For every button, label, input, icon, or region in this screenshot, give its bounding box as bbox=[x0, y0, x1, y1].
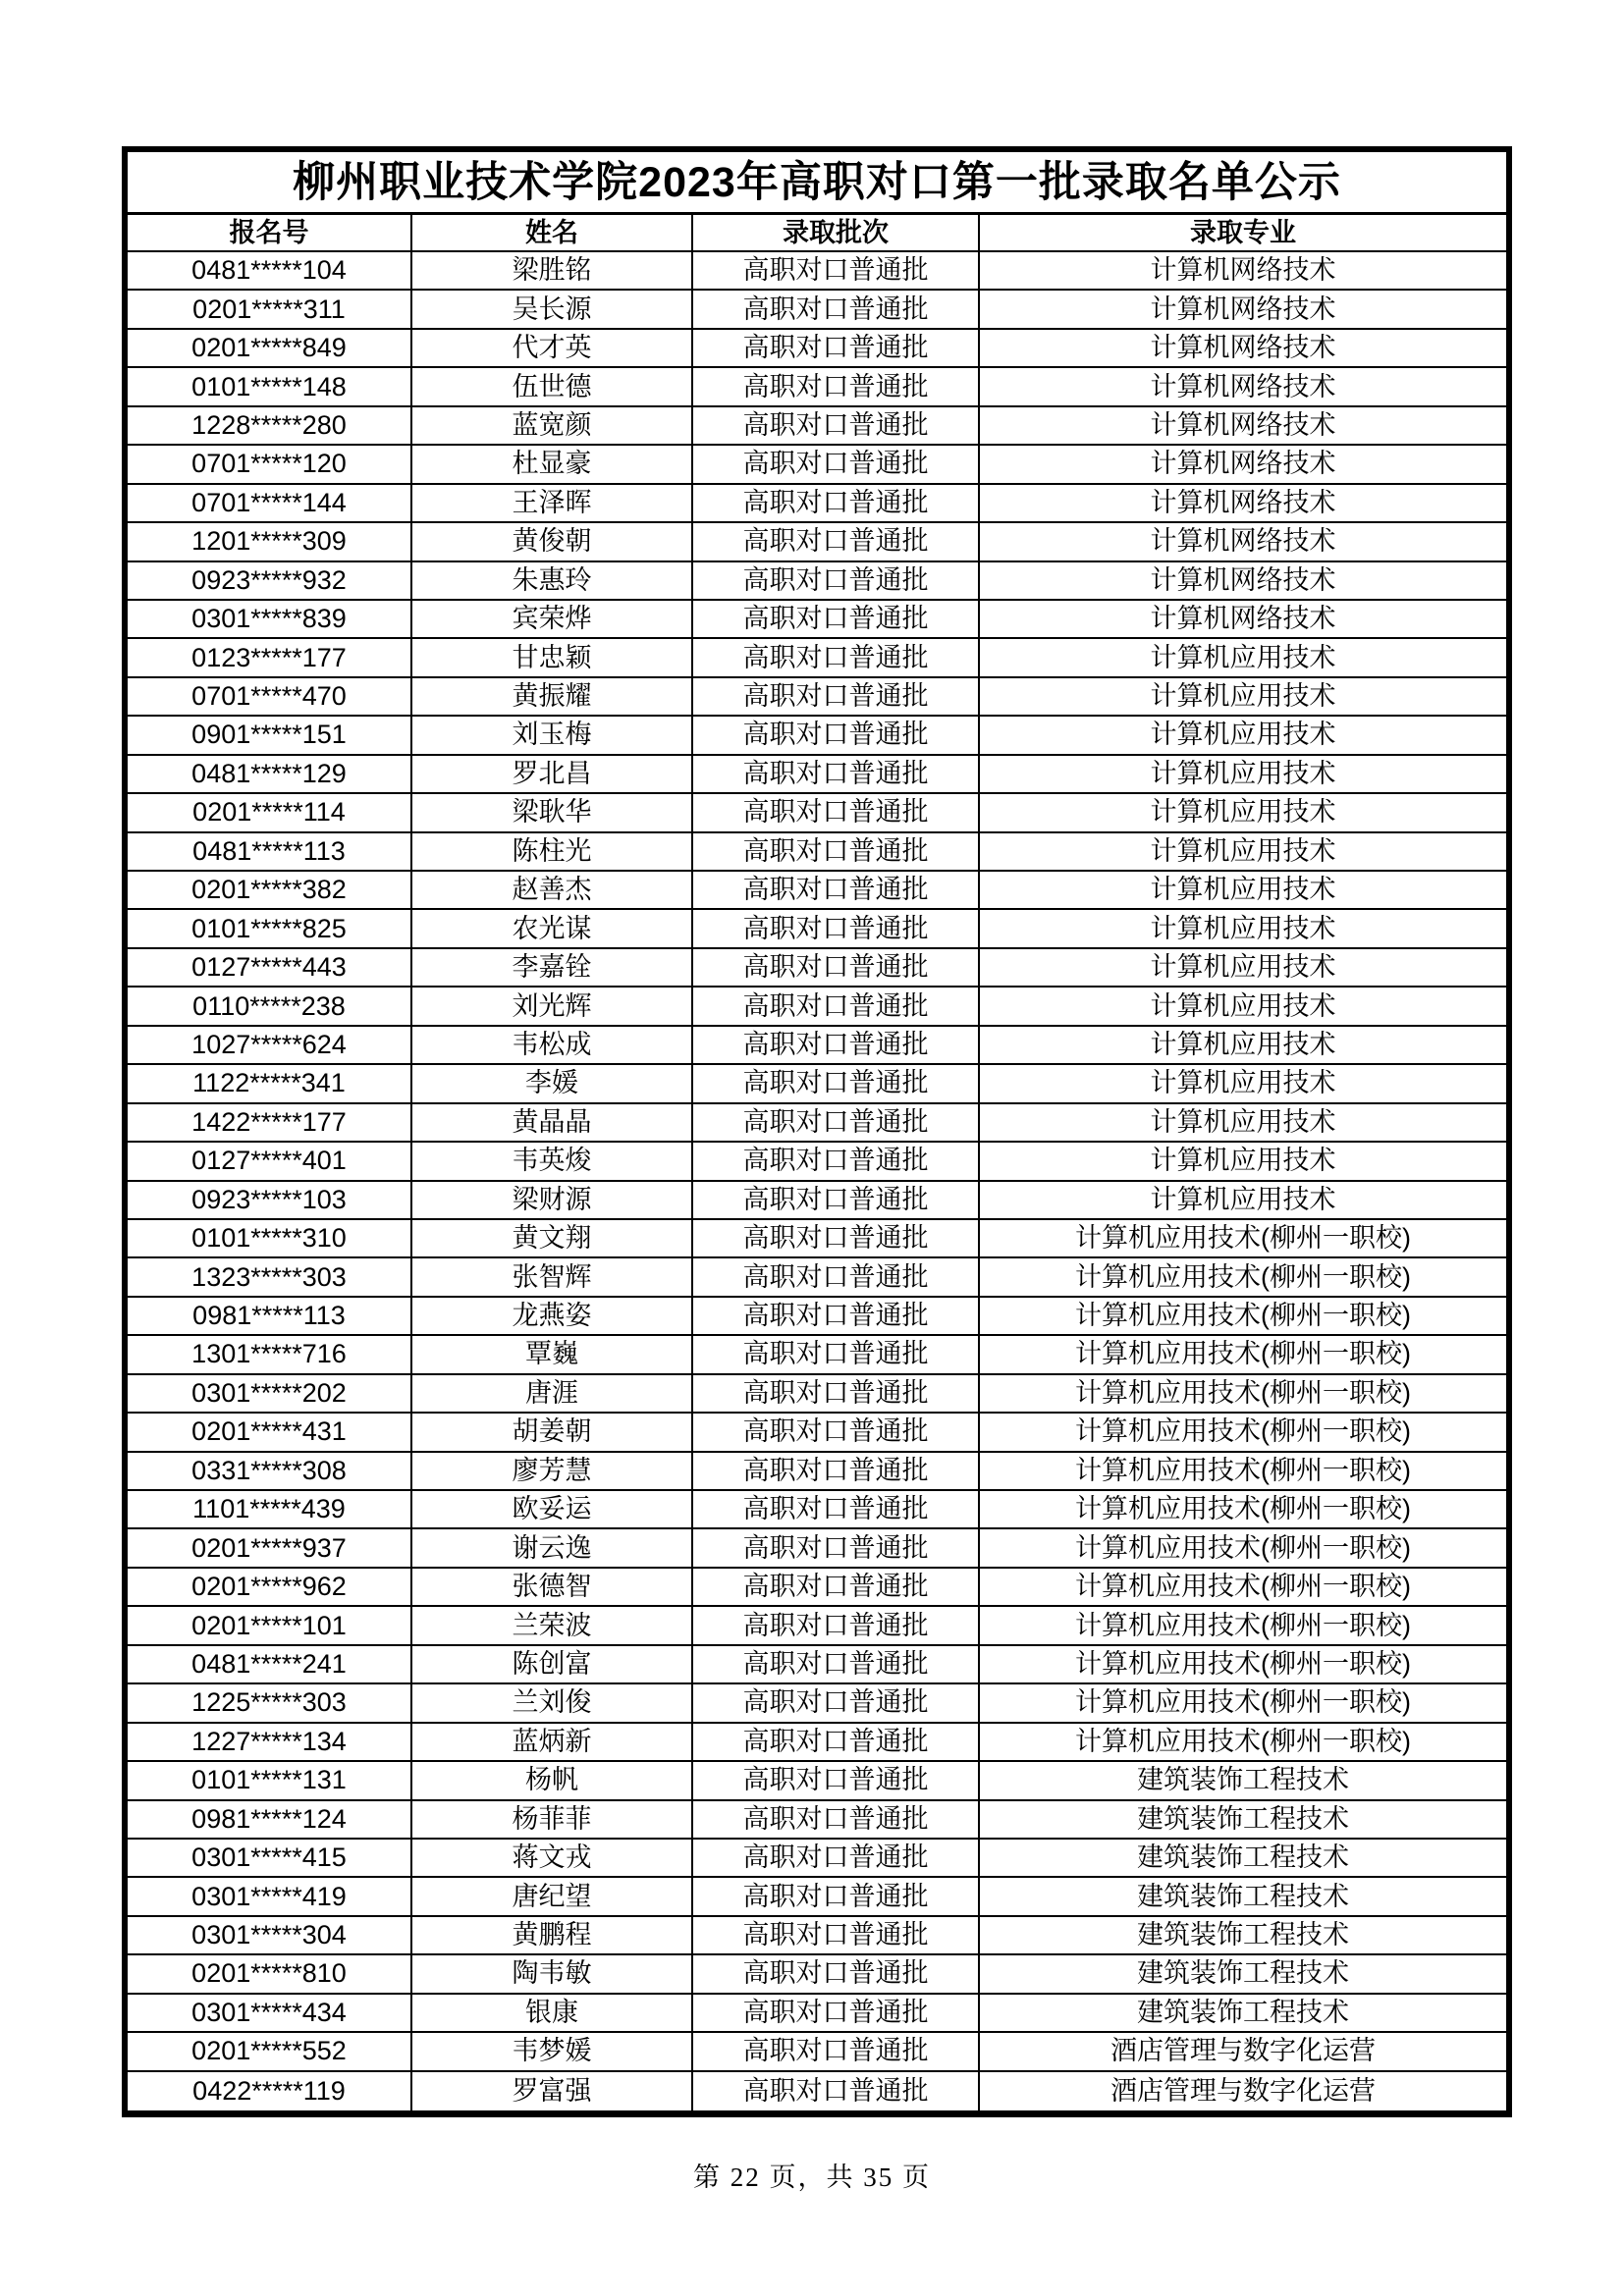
name-cell: 黄晶晶 bbox=[412, 1104, 693, 1141]
batch-cell: 高职对口普通批 bbox=[693, 678, 980, 715]
major-cell: 计算机网络技术 bbox=[1150, 526, 1336, 557]
reg-no-cell: 1227*****134 bbox=[128, 1724, 412, 1760]
batch-cell: 高职对口普通批 bbox=[693, 1840, 980, 1876]
table-row bbox=[128, 1258, 1506, 1297]
batch-cell: 高职对口普通批 bbox=[693, 1336, 980, 1372]
table-row bbox=[128, 1375, 1506, 1414]
reg-no-cell: 1101*****439 bbox=[128, 1491, 412, 1527]
batch-cell: 高职对口普通批 bbox=[693, 562, 980, 599]
name-cell: 张智辉 bbox=[412, 1258, 693, 1295]
table-row bbox=[128, 1065, 1506, 1103]
batch-cell: 高职对口普通批 bbox=[693, 1684, 980, 1721]
batch-cell: 高职对口普通批 bbox=[693, 794, 980, 830]
name-cell: 张德智 bbox=[412, 1569, 693, 1605]
reg-no-cell: 0701*****120 bbox=[128, 446, 412, 482]
name-cell: 赵善杰 bbox=[412, 872, 693, 908]
name-cell: 廖芳慧 bbox=[412, 1453, 693, 1489]
batch-cell: 高职对口普通批 bbox=[693, 1529, 980, 1566]
batch-cell: 高职对口普通批 bbox=[693, 1453, 980, 1489]
name-cell: 刘玉梅 bbox=[412, 717, 693, 753]
batch-cell: 高职对口普通批 bbox=[693, 1995, 980, 2031]
major-cell: 计算机应用技术(柳州一职校) bbox=[1075, 1532, 1411, 1563]
major-cell: 计算机应用技术 bbox=[1150, 835, 1336, 866]
header-reg-no: 报名号 bbox=[128, 215, 412, 250]
reg-no-cell: 0201*****382 bbox=[128, 872, 412, 908]
table-row bbox=[128, 2033, 1506, 2071]
name-cell: 刘光辉 bbox=[412, 988, 693, 1024]
table-row bbox=[128, 794, 1506, 832]
table-row bbox=[128, 523, 1506, 561]
table-body bbox=[128, 252, 1506, 2110]
reg-no-cell: 0127*****401 bbox=[128, 1143, 412, 1179]
table-row bbox=[128, 368, 1506, 406]
reg-no-cell: 0481*****129 bbox=[128, 756, 412, 792]
table-row bbox=[128, 330, 1506, 368]
table-row bbox=[128, 1917, 1506, 1955]
reg-no-cell: 0481*****241 bbox=[128, 1646, 412, 1682]
batch-cell: 高职对口普通批 bbox=[693, 1607, 980, 1643]
table-row bbox=[128, 1220, 1506, 1258]
batch-cell: 高职对口普通批 bbox=[693, 1065, 980, 1101]
admission-list-table bbox=[122, 146, 1512, 2117]
reg-no-cell: 0201*****937 bbox=[128, 1529, 412, 1566]
reg-no-cell: 0123*****177 bbox=[128, 639, 412, 675]
batch-cell: 高职对口普通批 bbox=[693, 1955, 980, 1992]
name-cell: 李媛 bbox=[412, 1065, 693, 1101]
batch-cell: 高职对口普通批 bbox=[693, 1724, 980, 1760]
batch-cell: 高职对口普通批 bbox=[693, 1646, 980, 1682]
major-cell: 计算机应用技术 bbox=[1150, 1068, 1336, 1098]
name-cell: 罗北昌 bbox=[412, 756, 693, 792]
batch-cell: 高职对口普通批 bbox=[693, 1258, 980, 1295]
reg-no-cell: 0301*****304 bbox=[128, 1917, 412, 1953]
reg-no-cell: 0701*****470 bbox=[128, 678, 412, 715]
major-cell: 计算机网络技术 bbox=[1150, 294, 1336, 324]
batch-cell: 高职对口普通批 bbox=[693, 446, 980, 482]
batch-cell: 高职对口普通批 bbox=[693, 291, 980, 327]
name-cell: 王泽晖 bbox=[412, 485, 693, 521]
name-cell: 梁财源 bbox=[412, 1182, 693, 1218]
table-row bbox=[128, 1801, 1506, 1840]
table-row bbox=[128, 717, 1506, 755]
table-row bbox=[128, 949, 1506, 988]
table-row bbox=[128, 1684, 1506, 1723]
major-cell: 计算机网络技术 bbox=[1150, 604, 1336, 634]
major-cell: 计算机应用技术(柳州一职校) bbox=[1075, 1377, 1411, 1408]
name-cell: 欧妥运 bbox=[412, 1491, 693, 1527]
reg-no-cell: 1422*****177 bbox=[128, 1104, 412, 1141]
table-row bbox=[128, 872, 1506, 910]
major-cell: 计算机应用技术(柳州一职校) bbox=[1075, 1648, 1411, 1679]
name-cell: 蓝宽颜 bbox=[412, 407, 693, 444]
reg-no-cell: 0481*****113 bbox=[128, 833, 412, 870]
major-cell: 计算机应用技术 bbox=[1150, 990, 1336, 1021]
name-cell: 杜显豪 bbox=[412, 446, 693, 482]
reg-no-cell: 0127*****443 bbox=[128, 949, 412, 986]
table-row bbox=[128, 1762, 1506, 1800]
batch-cell: 高职对口普通批 bbox=[693, 1491, 980, 1527]
table-row bbox=[128, 1646, 1506, 1684]
batch-cell: 高职对口普通批 bbox=[693, 910, 980, 946]
major-cell: 建筑装饰工程技术 bbox=[1137, 1997, 1349, 2027]
table-row bbox=[128, 1298, 1506, 1336]
table-row bbox=[128, 1336, 1506, 1374]
table-row bbox=[128, 1453, 1506, 1491]
header-name: 姓名 bbox=[412, 215, 693, 250]
table-row bbox=[128, 756, 1506, 794]
major-cell: 计算机网络技术 bbox=[1150, 255, 1336, 286]
reg-no-cell: 1225*****303 bbox=[128, 1684, 412, 1721]
name-cell: 黄俊朝 bbox=[412, 523, 693, 560]
name-cell: 罗富强 bbox=[412, 2072, 693, 2110]
name-cell: 宾荣烨 bbox=[412, 601, 693, 637]
major-cell: 建筑装饰工程技术 bbox=[1137, 1958, 1349, 1989]
major-cell: 建筑装饰工程技术 bbox=[1137, 1842, 1349, 1873]
major-cell: 计算机应用技术 bbox=[1150, 681, 1336, 712]
table-row bbox=[128, 639, 1506, 677]
table-row bbox=[128, 562, 1506, 601]
batch-cell: 高职对口普通批 bbox=[693, 639, 980, 675]
name-cell: 陈创富 bbox=[412, 1646, 693, 1682]
major-cell: 计算机应用技术 bbox=[1150, 1146, 1336, 1176]
major-cell: 计算机应用技术(柳州一职校) bbox=[1075, 1301, 1411, 1331]
reg-no-cell: 0201*****311 bbox=[128, 291, 412, 327]
major-cell: 计算机应用技术 bbox=[1150, 875, 1336, 905]
reg-no-cell: 0110*****238 bbox=[128, 988, 412, 1024]
major-cell: 建筑装饰工程技术 bbox=[1137, 1920, 1349, 1950]
name-cell: 龙燕姿 bbox=[412, 1298, 693, 1334]
name-cell: 韦梦媛 bbox=[412, 2033, 693, 2069]
table-row bbox=[128, 291, 1506, 329]
reg-no-cell: 0201*****101 bbox=[128, 1607, 412, 1643]
reg-no-cell: 1201*****309 bbox=[128, 523, 412, 560]
name-cell: 兰荣波 bbox=[412, 1607, 693, 1643]
reg-no-cell: 0201*****552 bbox=[128, 2033, 412, 2069]
table-row bbox=[128, 1104, 1506, 1143]
table-row bbox=[128, 1569, 1506, 1607]
reg-no-cell: 1228*****280 bbox=[128, 407, 412, 444]
name-cell: 韦松成 bbox=[412, 1027, 693, 1063]
reg-no-cell: 0201*****810 bbox=[128, 1955, 412, 1992]
batch-cell: 高职对口普通批 bbox=[693, 1917, 980, 1953]
name-cell: 梁耿华 bbox=[412, 794, 693, 830]
major-cell: 计算机应用技术(柳州一职校) bbox=[1075, 1687, 1411, 1718]
reg-no-cell: 0201*****431 bbox=[128, 1414, 412, 1450]
reg-no-cell: 0923*****932 bbox=[128, 562, 412, 599]
page-footer: 第 22 页，共 35 页 bbox=[693, 2163, 931, 2192]
table-row bbox=[128, 1182, 1506, 1220]
table-row bbox=[128, 407, 1506, 446]
name-cell: 蒋文戎 bbox=[412, 1840, 693, 1876]
reg-no-cell: 1301*****716 bbox=[128, 1336, 412, 1372]
major-cell: 计算机应用技术(柳州一职校) bbox=[1075, 1261, 1411, 1292]
table-row bbox=[128, 485, 1506, 523]
reg-no-cell: 0301*****434 bbox=[128, 1995, 412, 2031]
name-cell: 陈柱光 bbox=[412, 833, 693, 870]
table-row bbox=[128, 1995, 1506, 2033]
table-row bbox=[128, 910, 1506, 948]
batch-cell: 高职对口普通批 bbox=[693, 601, 980, 637]
table-row bbox=[128, 1529, 1506, 1568]
table-row bbox=[128, 1027, 1506, 1065]
table-row bbox=[128, 601, 1506, 639]
name-cell: 朱惠玲 bbox=[412, 562, 693, 599]
major-cell: 计算机网络技术 bbox=[1150, 564, 1336, 595]
table-row bbox=[128, 1414, 1506, 1452]
major-cell: 计算机应用技术(柳州一职校) bbox=[1075, 1339, 1411, 1369]
reg-no-cell: 0101*****310 bbox=[128, 1220, 412, 1256]
major-cell: 计算机应用技术 bbox=[1150, 913, 1336, 943]
table-row bbox=[128, 1955, 1506, 1994]
batch-cell: 高职对口普通批 bbox=[693, 1762, 980, 1798]
major-cell: 计算机应用技术 bbox=[1150, 642, 1336, 672]
reg-no-cell: 0301*****202 bbox=[128, 1375, 412, 1412]
batch-cell: 高职对口普通批 bbox=[693, 1414, 980, 1450]
major-cell: 计算机应用技术(柳州一职校) bbox=[1075, 1223, 1411, 1254]
major-cell: 计算机网络技术 bbox=[1150, 333, 1336, 363]
major-cell: 计算机应用技术 bbox=[1150, 1106, 1336, 1137]
batch-cell: 高职对口普通批 bbox=[693, 368, 980, 404]
batch-cell: 高职对口普通批 bbox=[693, 252, 980, 289]
reg-no-cell: 1027*****624 bbox=[128, 1027, 412, 1063]
table-row bbox=[128, 988, 1506, 1026]
major-cell: 计算机网络技术 bbox=[1150, 449, 1336, 479]
batch-cell: 高职对口普通批 bbox=[693, 756, 980, 792]
batch-cell: 高职对口普通批 bbox=[693, 1569, 980, 1605]
table-row bbox=[128, 2072, 1506, 2110]
name-cell: 韦英焌 bbox=[412, 1143, 693, 1179]
name-cell: 黄鹏程 bbox=[412, 1917, 693, 1953]
batch-cell: 高职对口普通批 bbox=[693, 1878, 980, 1914]
name-cell: 胡姜朝 bbox=[412, 1414, 693, 1450]
major-cell: 计算机网络技术 bbox=[1150, 409, 1336, 440]
batch-cell: 高职对口普通批 bbox=[693, 833, 980, 870]
reg-no-cell: 0481*****104 bbox=[128, 252, 412, 289]
name-cell: 李嘉铨 bbox=[412, 949, 693, 986]
batch-cell: 高职对口普通批 bbox=[693, 1027, 980, 1063]
reg-no-cell: 0201*****962 bbox=[128, 1569, 412, 1605]
table-row bbox=[128, 833, 1506, 872]
reg-no-cell: 0422*****119 bbox=[128, 2072, 412, 2110]
major-cell: 计算机应用技术(柳州一职校) bbox=[1075, 1494, 1411, 1524]
reg-no-cell: 0901*****151 bbox=[128, 717, 412, 753]
batch-cell: 高职对口普通批 bbox=[693, 330, 980, 366]
reg-no-cell: 0301*****415 bbox=[128, 1840, 412, 1876]
major-cell: 计算机应用技术(柳州一职校) bbox=[1075, 1610, 1411, 1640]
table-row bbox=[128, 1878, 1506, 1916]
major-cell: 酒店管理与数字化运营 bbox=[1110, 2075, 1376, 2106]
major-cell: 计算机应用技术 bbox=[1150, 758, 1336, 788]
name-cell: 伍世德 bbox=[412, 368, 693, 404]
major-cell: 计算机应用技术 bbox=[1150, 797, 1336, 828]
name-cell: 吴长源 bbox=[412, 291, 693, 327]
major-cell: 建筑装饰工程技术 bbox=[1137, 1803, 1349, 1834]
table-row bbox=[128, 678, 1506, 717]
name-cell: 梁胜铭 bbox=[412, 252, 693, 289]
reg-no-cell: 0331*****308 bbox=[128, 1453, 412, 1489]
major-cell: 计算机应用技术 bbox=[1150, 952, 1336, 983]
reg-no-cell: 0923*****103 bbox=[128, 1182, 412, 1218]
reg-no-cell: 0301*****419 bbox=[128, 1878, 412, 1914]
table-row bbox=[128, 1724, 1506, 1762]
reg-no-cell: 1122*****341 bbox=[128, 1065, 412, 1101]
table-row bbox=[128, 252, 1506, 291]
batch-cell: 高职对口普通批 bbox=[693, 872, 980, 908]
major-cell: 建筑装饰工程技术 bbox=[1137, 1881, 1349, 1911]
table-row bbox=[128, 1491, 1506, 1529]
name-cell: 谢云逸 bbox=[412, 1529, 693, 1566]
major-cell: 计算机应用技术 bbox=[1150, 720, 1336, 750]
name-cell: 蓝炳新 bbox=[412, 1724, 693, 1760]
name-cell: 唐涯 bbox=[412, 1375, 693, 1412]
reg-no-cell: 0981*****113 bbox=[128, 1298, 412, 1334]
name-cell: 黄文翔 bbox=[412, 1220, 693, 1256]
name-cell: 黄振耀 bbox=[412, 678, 693, 715]
batch-cell: 高职对口普通批 bbox=[693, 1182, 980, 1218]
table-row bbox=[128, 1607, 1506, 1645]
table-row bbox=[128, 1143, 1506, 1181]
batch-cell: 高职对口普通批 bbox=[693, 2033, 980, 2069]
major-cell: 建筑装饰工程技术 bbox=[1137, 1765, 1349, 1795]
header-batch: 录取批次 bbox=[693, 215, 980, 250]
batch-cell: 高职对口普通批 bbox=[693, 1801, 980, 1838]
reg-no-cell: 0701*****144 bbox=[128, 485, 412, 521]
major-cell: 计算机应用技术 bbox=[1150, 1029, 1336, 1059]
table-header-row bbox=[128, 215, 1506, 252]
major-cell: 计算机应用技术(柳州一职校) bbox=[1075, 1455, 1411, 1485]
major-cell: 计算机应用技术(柳州一职校) bbox=[1075, 1726, 1411, 1756]
name-cell: 杨菲菲 bbox=[412, 1801, 693, 1838]
name-cell: 银康 bbox=[412, 1995, 693, 2031]
batch-cell: 高职对口普通批 bbox=[693, 2072, 980, 2110]
table-row bbox=[128, 1840, 1506, 1878]
name-cell: 农光谋 bbox=[412, 910, 693, 946]
name-cell: 兰刘俊 bbox=[412, 1684, 693, 1721]
batch-cell: 高职对口普通批 bbox=[693, 717, 980, 753]
name-cell: 甘忠颖 bbox=[412, 639, 693, 675]
major-cell: 酒店管理与数字化运营 bbox=[1110, 2036, 1376, 2066]
batch-cell: 高职对口普通批 bbox=[693, 1143, 980, 1179]
reg-no-cell: 0981*****124 bbox=[128, 1801, 412, 1838]
name-cell: 杨帆 bbox=[412, 1762, 693, 1798]
batch-cell: 高职对口普通批 bbox=[693, 988, 980, 1024]
reg-no-cell: 0201*****114 bbox=[128, 794, 412, 830]
major-cell: 计算机应用技术(柳州一职校) bbox=[1075, 1416, 1411, 1447]
major-cell: 计算机网络技术 bbox=[1150, 487, 1336, 517]
major-cell: 计算机网络技术 bbox=[1150, 371, 1336, 401]
batch-cell: 高职对口普通批 bbox=[693, 407, 980, 444]
batch-cell: 高职对口普通批 bbox=[693, 523, 980, 560]
name-cell: 唐纪望 bbox=[412, 1878, 693, 1914]
reg-no-cell: 0101*****825 bbox=[128, 910, 412, 946]
batch-cell: 高职对口普通批 bbox=[693, 1104, 980, 1141]
name-cell: 代才英 bbox=[412, 330, 693, 366]
reg-no-cell: 1323*****303 bbox=[128, 1258, 412, 1295]
table-row bbox=[128, 446, 1506, 484]
batch-cell: 高职对口普通批 bbox=[693, 485, 980, 521]
name-cell: 陶韦敏 bbox=[412, 1955, 693, 1992]
reg-no-cell: 0101*****131 bbox=[128, 1762, 412, 1798]
name-cell: 覃巍 bbox=[412, 1336, 693, 1372]
reg-no-cell: 0101*****148 bbox=[128, 368, 412, 404]
batch-cell: 高职对口普通批 bbox=[693, 1220, 980, 1256]
batch-cell: 高职对口普通批 bbox=[693, 1298, 980, 1334]
reg-no-cell: 0301*****839 bbox=[128, 601, 412, 637]
reg-no-cell: 0201*****849 bbox=[128, 330, 412, 366]
table-title: 柳州职业技术学院2023年高职对口第一批录取名单公示 bbox=[128, 152, 1506, 215]
batch-cell: 高职对口普通批 bbox=[693, 1375, 980, 1412]
major-cell: 计算机应用技术 bbox=[1150, 1184, 1336, 1214]
header-major: 录取专业 bbox=[1190, 217, 1296, 247]
batch-cell: 高职对口普通批 bbox=[693, 949, 980, 986]
major-cell: 计算机应用技术(柳州一职校) bbox=[1075, 1572, 1411, 1602]
